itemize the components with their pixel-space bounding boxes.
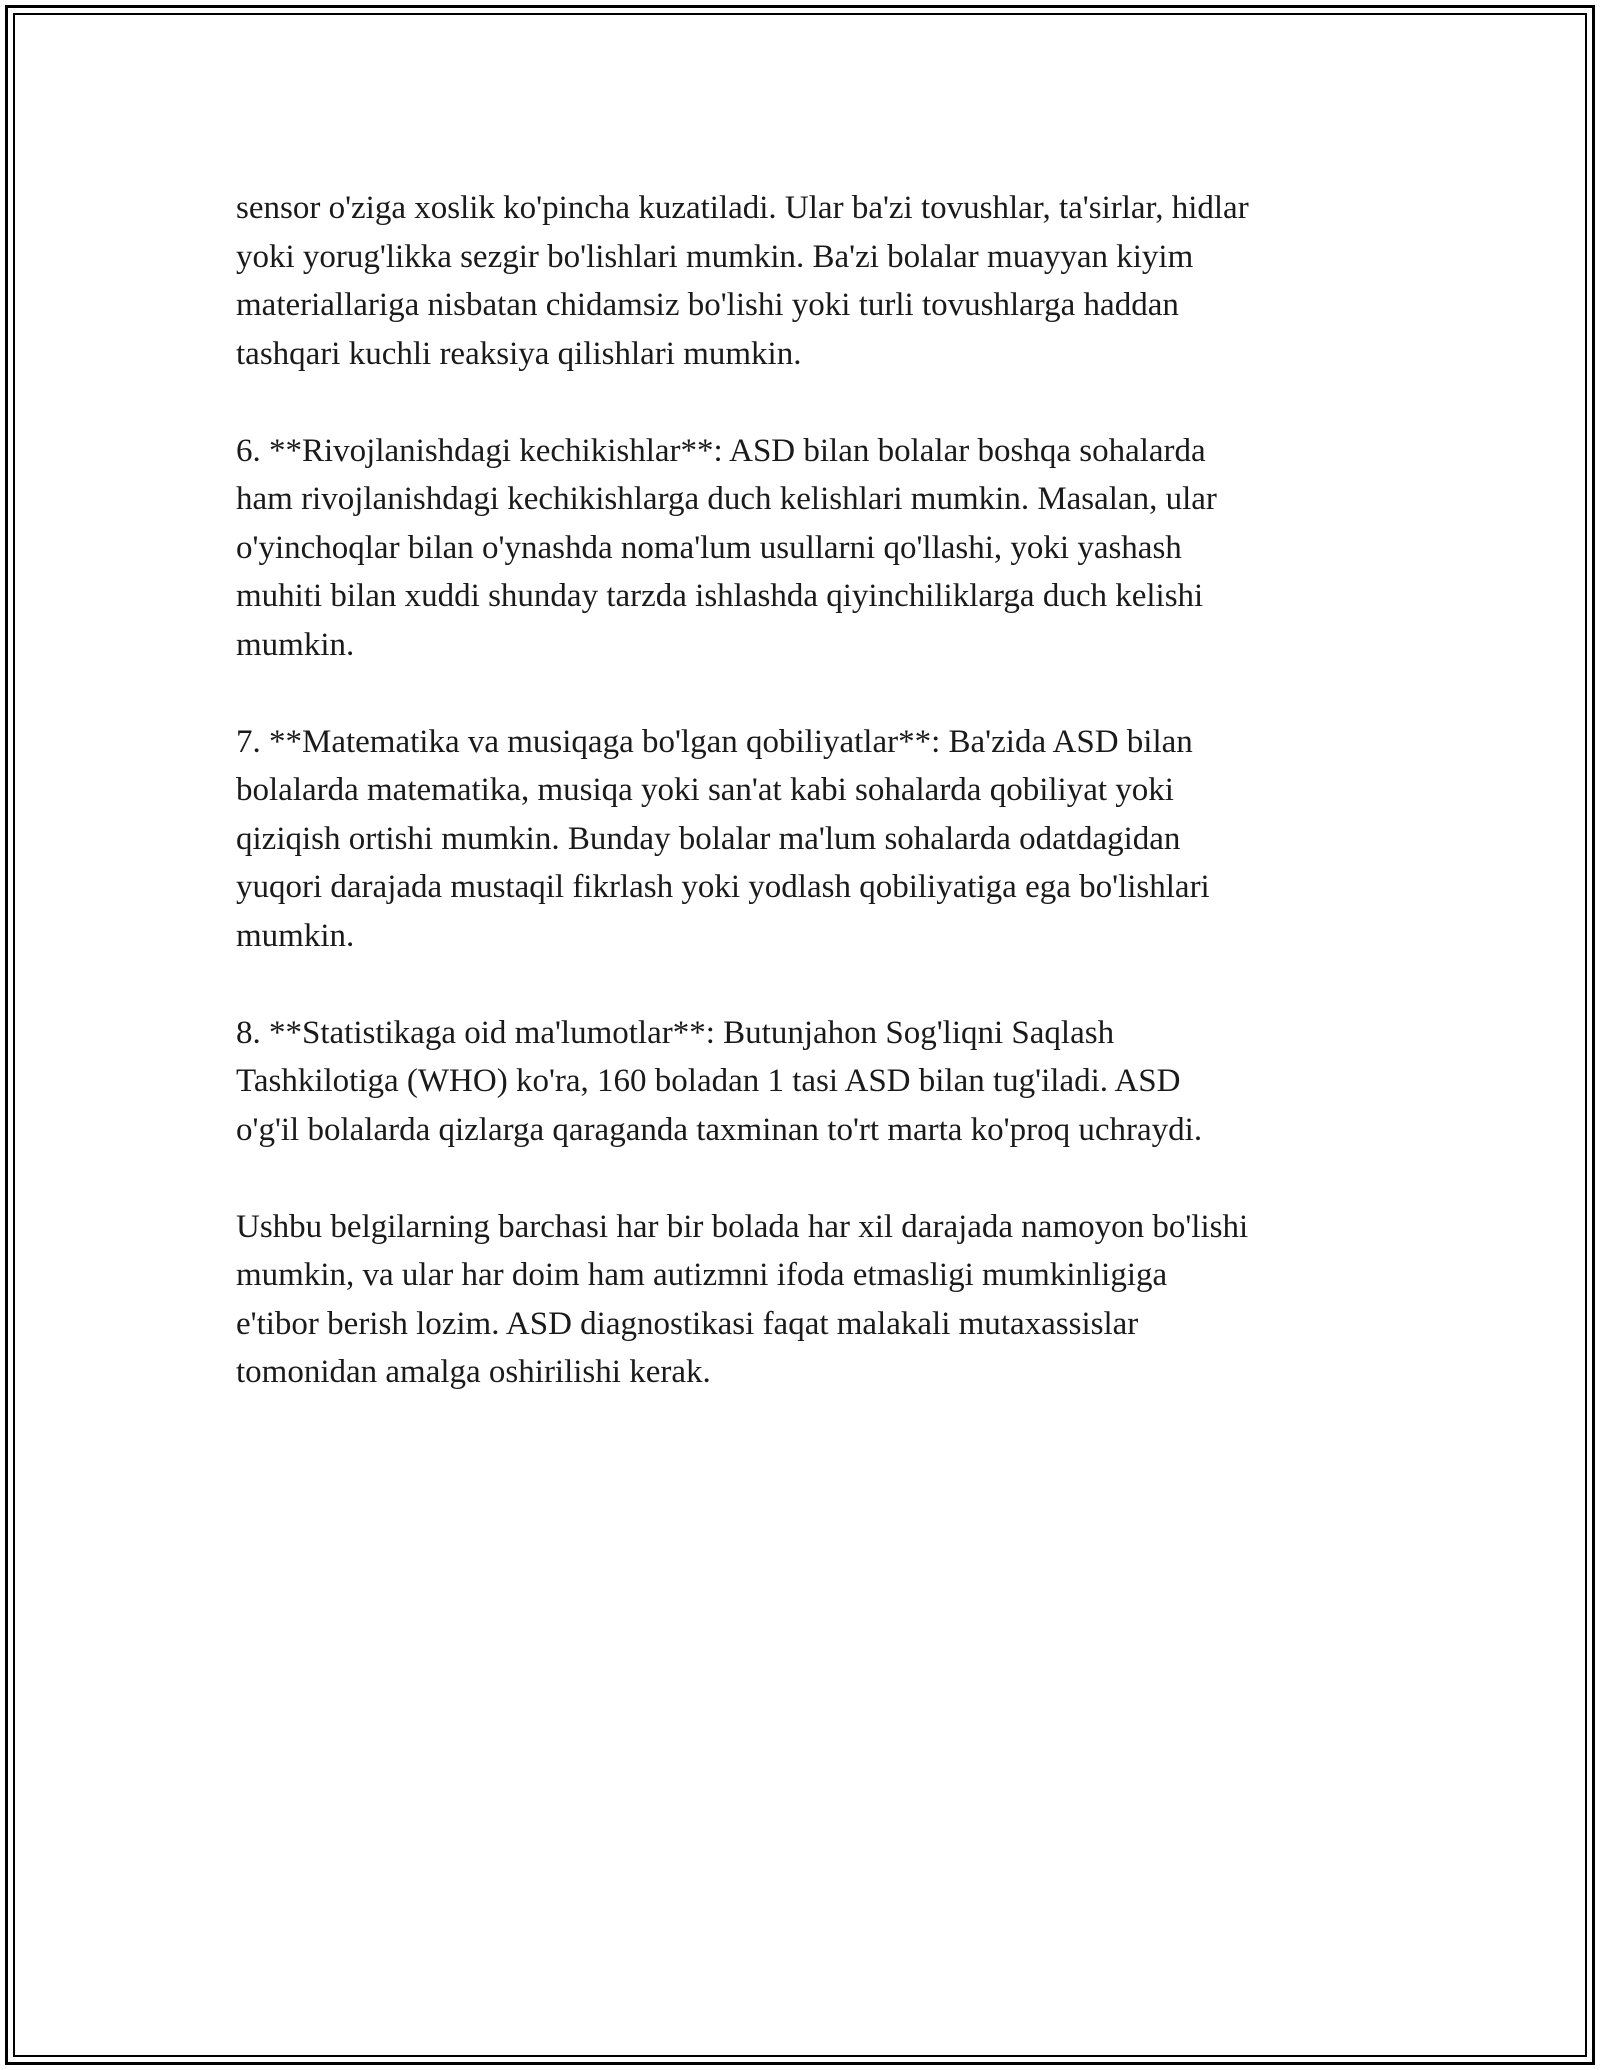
- paragraph-item-7: 7. **Matematika va musiqaga bo'lgan qobiliyatlar**: Ba'zida ASD bilan bolalarda matematika, musiqa yoki san'at kabi sohalarda qobiliyat yoki qiziqish ortishi mumkin. Bunday bolalar ma'lum sohalarda odatdagidan yuqori darajada mustaqil fikrlash yoki yodlash qobiliyatiga ega bo'lishlari mumkin.: [236, 723, 1210, 954]
- paragraph-sensory: sensor o'ziga xoslik ko'pincha kuzatiladi. Ular ba'zi tovushlar, ta'sirlar, hidlar yoki yorug'likka sezgir bo'lishlari mumkin. Ba'zi bolalar muayyan kiyim materiallariga nisbatan chidamsiz bo'lishi yoki turli tovushlarga haddan tashqari kuchli reaksiya qilishlari mumkin.: [236, 190, 1249, 372]
- paragraph-conclusion: Ushbu belgilarning barchasi har bir bolada har xil darajada namoyon bo'lishi mumkin, va ular har doim ham autizmni ifoda etmasligi mumkinligiga e'tibor berish lozim. ASD diagnostikasi faqat malakali mutaxassislar tomonidan amalga oshirilishi kerak.: [236, 1208, 1249, 1390]
- paragraph-item-6: 6. **Rivojlanishdagi kechikishlar**: ASD bilan bolalar boshqa sohalarda ham rivojlanishdagi kechikishlarga duch kelishlari mumkin. Masalan, ular o'yinchoqlar bilan o'ynashda noma'lum usullarni qo'llashi, yoki yashash muhiti bilan xuddi shunday tarzda ishlashda qiyinchiliklarga duch kelishi mumkin.: [236, 432, 1217, 663]
- paragraph-item-8: 8. **Statistikaga oid ma'lumotlar**: Butunjahon Sog'liqni Saqlash Tashkilotiga (WHO) ko'ra, 160 boladan 1 tasi ASD bilan tug'iladi. ASD o'g'il bolalarda qizlarga qaraganda taxminan to'rt marta ko'proq uchraydi.: [236, 1014, 1203, 1148]
- document-body: [236, 184, 1396, 1445]
